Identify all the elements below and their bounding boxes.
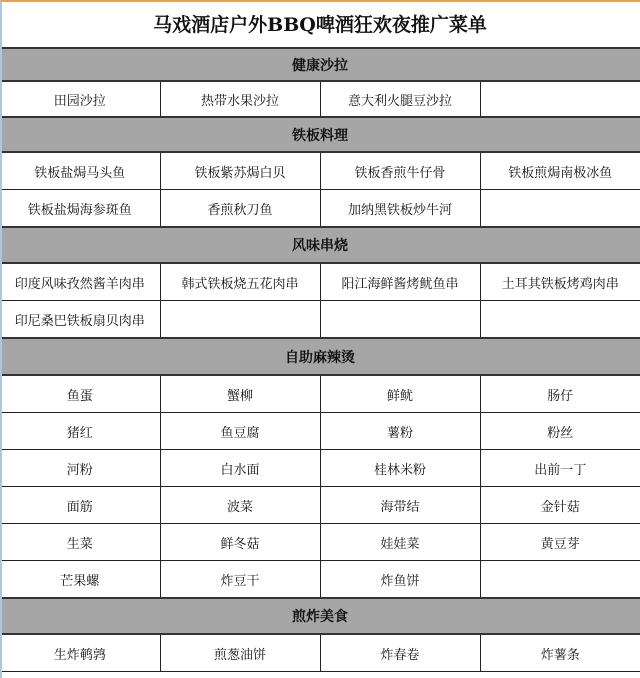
menu-item: 炸薯条: [480, 634, 640, 672]
menu-item: 海带结: [320, 487, 480, 524]
menu-item: 热带水果沙拉: [160, 81, 320, 117]
section-title: 风味串烧: [0, 227, 640, 263]
menu-item: 猪红: [0, 413, 160, 450]
menu-item: 炸豆干: [160, 561, 320, 599]
menu-item: 鱼豆腐: [160, 413, 320, 450]
menu-item: 芒果螺: [0, 561, 160, 599]
menu-item: 桂林米粉: [320, 450, 480, 487]
section-title: 铁板料理: [0, 117, 640, 152]
menu-item: 铁板紫苏焗白贝: [160, 152, 320, 190]
menu-item: 娃娃菜: [320, 524, 480, 561]
menu-item: 粉丝: [480, 413, 640, 450]
menu-item: 铁板香煎牛仔骨: [320, 152, 480, 190]
menu-item: 煎葱油饼: [160, 634, 320, 672]
menu-item: 波菜: [160, 487, 320, 524]
menu-item: 土耳其铁板烤鸡肉串: [480, 263, 640, 301]
menu-item: 铁板盐焗海参斑鱼: [0, 190, 160, 228]
menu-item: 田园沙拉: [0, 81, 160, 117]
menu-item: 鲜冬菇: [160, 524, 320, 561]
menu-item: 面筋: [0, 487, 160, 524]
section-title: 健康沙拉: [0, 48, 640, 81]
menu-item: 炸春卷: [320, 634, 480, 672]
menu-item: 蟹柳: [160, 375, 320, 413]
menu-item: 肠仔: [480, 375, 640, 413]
menu-title: 马戏酒店户外BBQ啤酒狂欢夜推广菜单: [0, 0, 640, 48]
menu-item: 加纳黑铁板炒牛河: [320, 190, 480, 228]
menu-item: 意大利火腿豆沙拉: [320, 81, 480, 117]
menu-item: 炸鱼饼: [320, 561, 480, 599]
menu-item: 韩式铁板烧五花肉串: [160, 263, 320, 301]
menu-item: 黄豆芽: [480, 524, 640, 561]
menu-item: 薯粉: [320, 413, 480, 450]
menu-item: 河粉: [0, 450, 160, 487]
menu-item: 印尼桑巴铁板扇贝肉串: [0, 301, 160, 339]
menu-item: 鱼蛋: [0, 375, 160, 413]
menu-item: 金针菇: [480, 487, 640, 524]
menu-item: 香煎秋刀鱼: [160, 190, 320, 228]
section-title: 煎炸美食: [0, 598, 640, 634]
menu-item: 出前一丁: [480, 450, 640, 487]
menu-item: 印度风味孜然酱羊肉串: [0, 263, 160, 301]
menu-item: 铁板盐焗马头鱼: [0, 152, 160, 190]
menu-item: 阳江海鲜酱烤鱿鱼串: [320, 263, 480, 301]
menu-item: 生炸鹌鹑: [0, 634, 160, 672]
menu-item: 生菜: [0, 524, 160, 561]
section-title: 自助麻辣烫: [0, 338, 640, 375]
menu-item: 鲜鱿: [320, 375, 480, 413]
menu-item: 铁板煎焗南极冰鱼: [480, 152, 640, 190]
menu-item: 白水面: [160, 450, 320, 487]
